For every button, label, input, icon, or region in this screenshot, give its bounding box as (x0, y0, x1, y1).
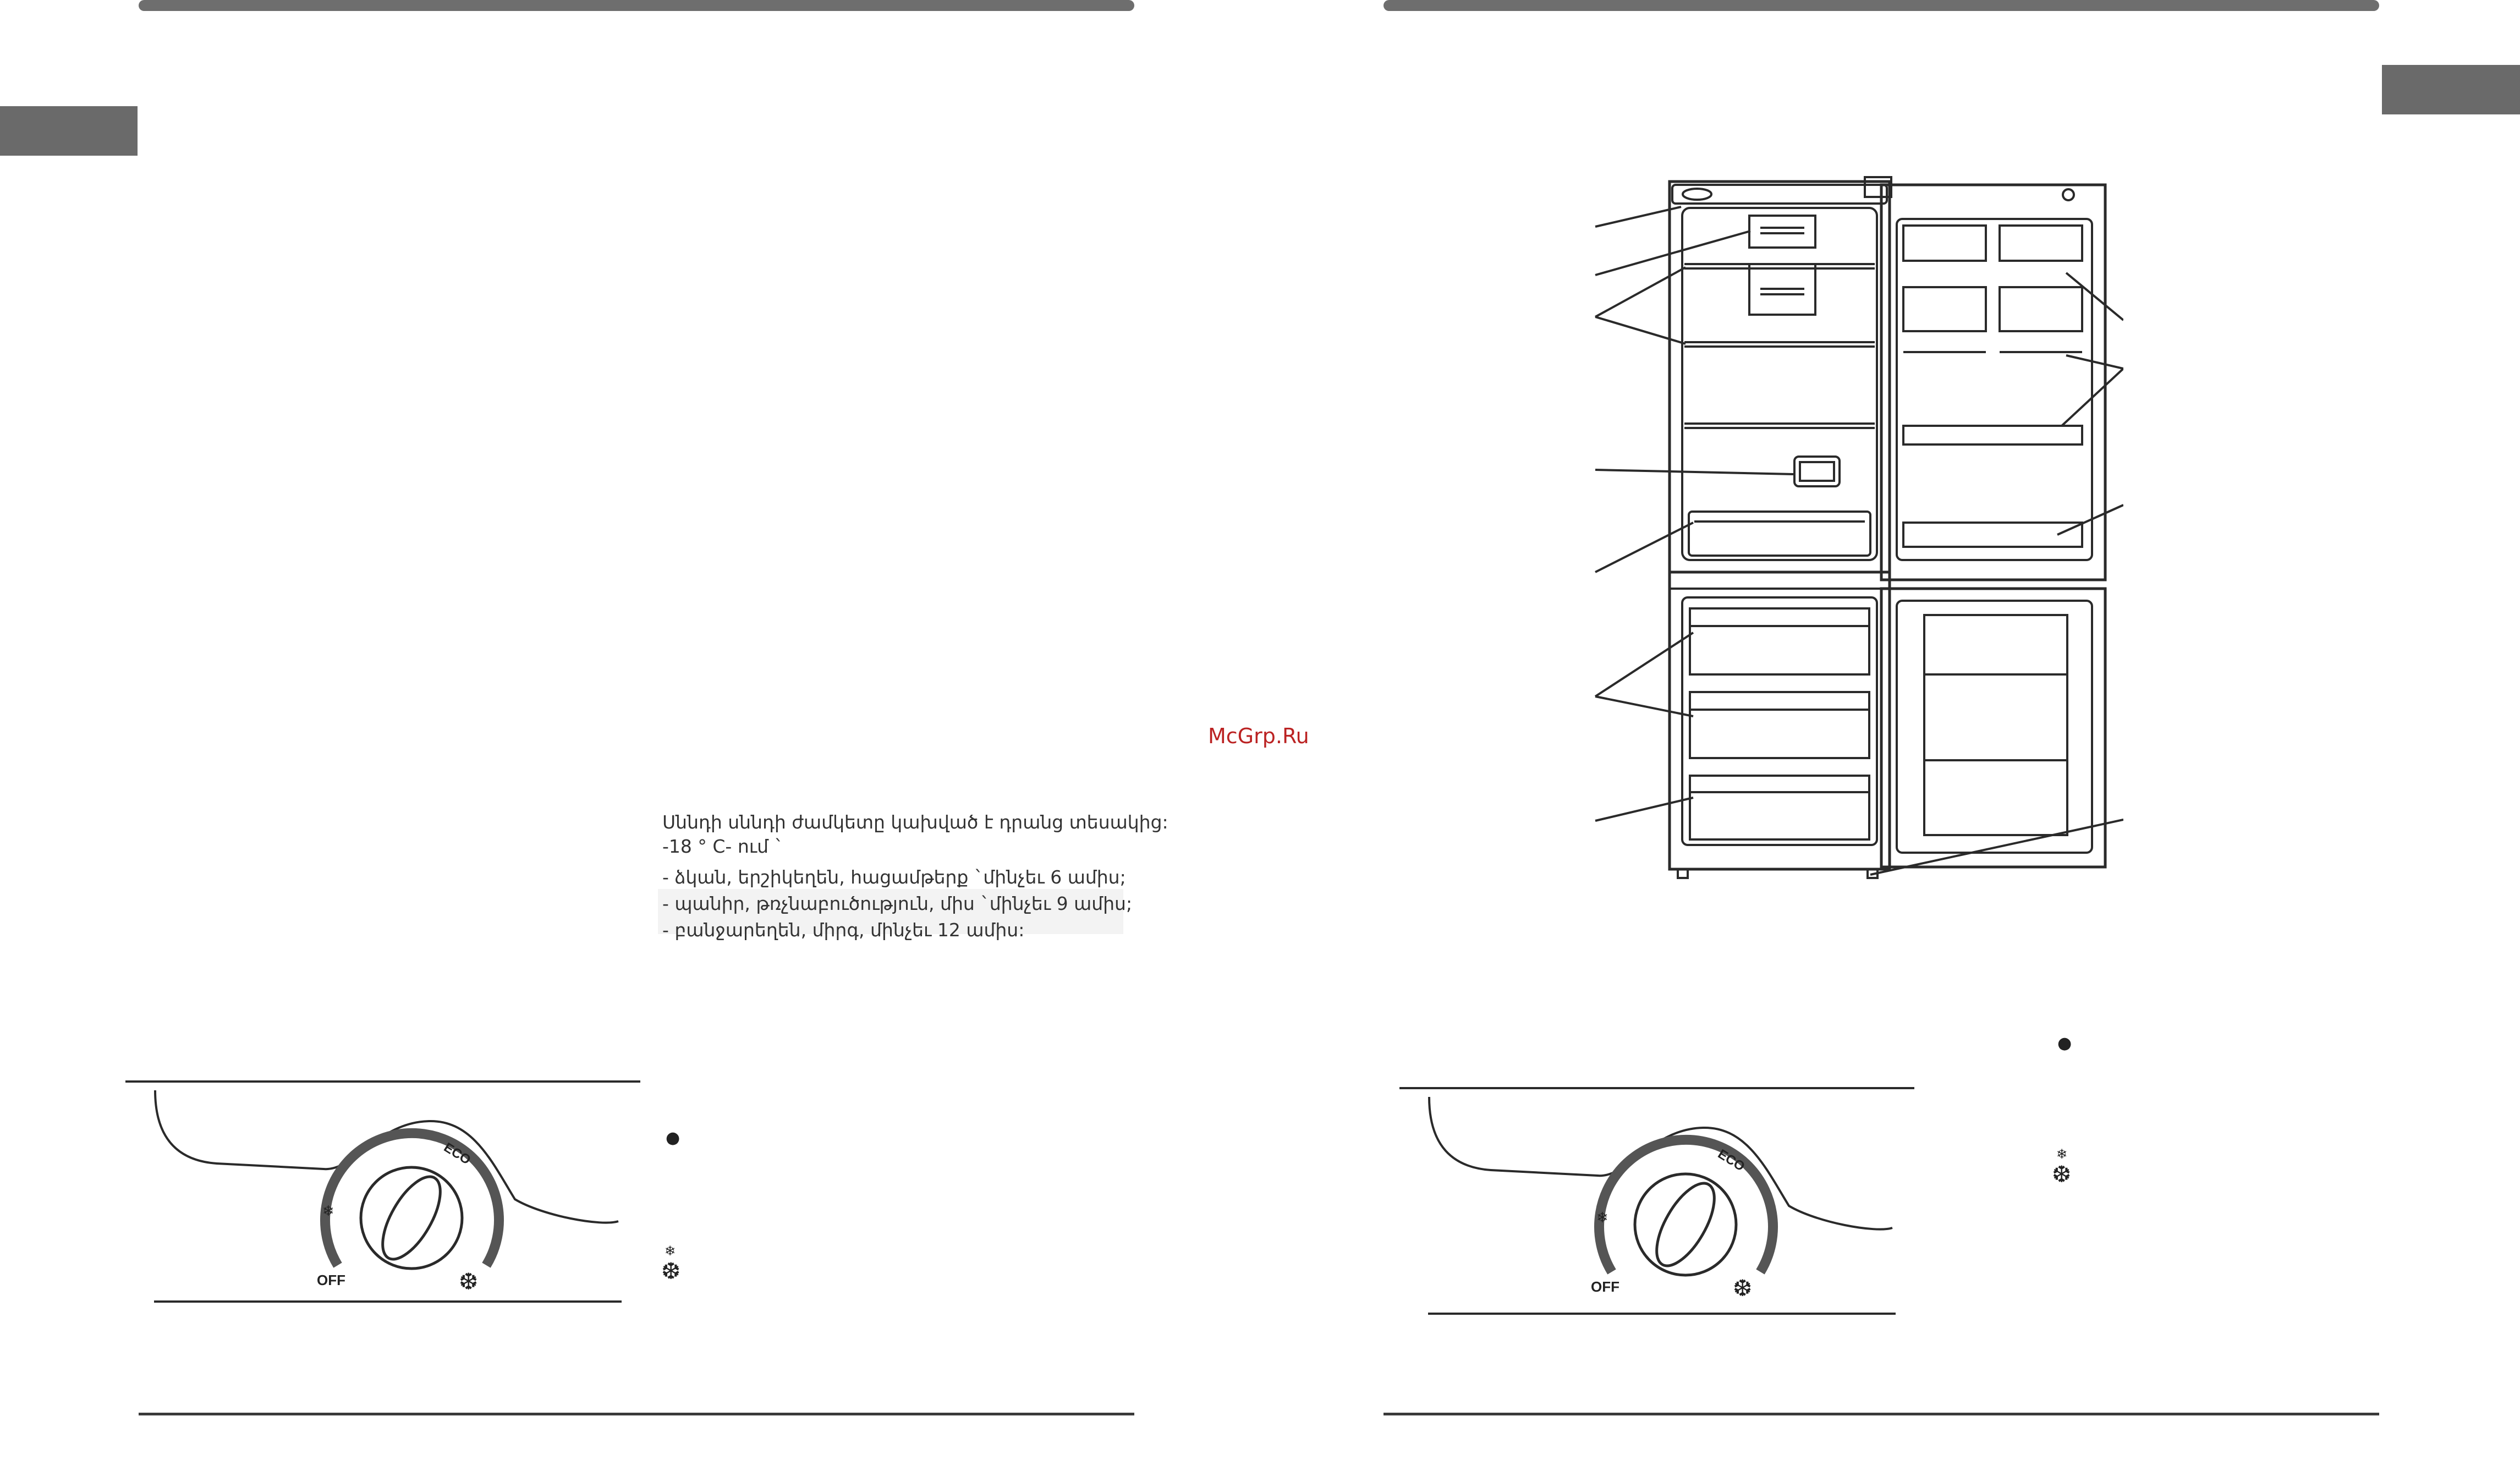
bottom-rule-right (1383, 1413, 2379, 1415)
crisper-drawer (1689, 512, 1870, 556)
page-tab-right (2382, 65, 2520, 114)
leader-line (1595, 633, 1693, 696)
leader-line (1595, 267, 1686, 317)
leader-line (2057, 505, 2123, 535)
leader-line (2066, 355, 2123, 369)
freezer-drawer (1690, 776, 1869, 839)
legend-snow-small-icon: ❄ (2056, 1146, 2068, 1162)
door-shelf (1903, 426, 2082, 444)
dial-eco-label: ECO (441, 1140, 474, 1168)
dial-snow-small: ❄ (322, 1203, 334, 1220)
storage-note-temperature: -18 ° C- ում ` (662, 836, 783, 857)
dial-off-label: OFF (317, 1272, 345, 1288)
storage-note-item: - պանիր, թռչնաբուծություն, միս `մինչեւ 9 ամիս; (662, 893, 1133, 914)
dial-snow-large: ❆ (1733, 1275, 1753, 1302)
storage-note-heading: Սննդի սննդի ժամկետը կախված է դրանց տեսակից: (662, 811, 1168, 833)
top-bar-right (1383, 0, 2379, 11)
upper-door (1881, 185, 2105, 580)
leader-line (1595, 470, 1793, 474)
leader-line (1595, 523, 1693, 572)
page-tab-left (0, 106, 138, 156)
watermark-text: McGrp.Ru (1208, 724, 1309, 748)
ice-tray-upper (1749, 216, 1815, 248)
top-bar-left (139, 0, 1134, 11)
storage-note-item: - բանջարեղեն, միրգ, մինչեւ 12 ամիս: (662, 919, 1025, 941)
dial-off-label: OFF (1591, 1278, 1619, 1295)
storage-note-item: - ձկան, երշիկեղեն, հացամթերք `մինչեւ 6 ամիս; (662, 866, 1126, 888)
cabinet-inner-lower (1682, 597, 1877, 845)
legend-snow-small-icon: ❄ (665, 1243, 676, 1259)
freezer-drawer (1690, 608, 1869, 674)
thermostat-dial-right (1397, 1085, 1925, 1316)
bottom-rule-left (139, 1413, 1134, 1415)
leader-line (1595, 798, 1693, 821)
legend-snow-large-icon: ❆ (661, 1258, 681, 1285)
dial-eco-label: ECO (1715, 1146, 1748, 1174)
dial-snow-small: ❄ (1596, 1210, 1608, 1226)
control-panel (1672, 185, 1887, 204)
refrigerator-diagram (1584, 165, 2123, 902)
door-bin (1903, 226, 1986, 261)
door-shelf (1903, 523, 2082, 547)
legend-snow-large-icon: ❆ (2052, 1161, 2072, 1188)
thermostat-dial-left (123, 1078, 651, 1309)
legend-bullet-icon: ● (666, 1128, 680, 1148)
cabinet-inner-upper (1682, 208, 1877, 560)
dial-snow-large: ❆ (459, 1268, 479, 1295)
lower-door (1881, 589, 2105, 867)
legend-bullet-icon: ● (2057, 1034, 2072, 1053)
door-bin (1903, 287, 1986, 331)
leader-line (2066, 273, 2123, 320)
cabinet-outline (1670, 182, 1890, 869)
freezer-drawer (1690, 692, 1869, 758)
